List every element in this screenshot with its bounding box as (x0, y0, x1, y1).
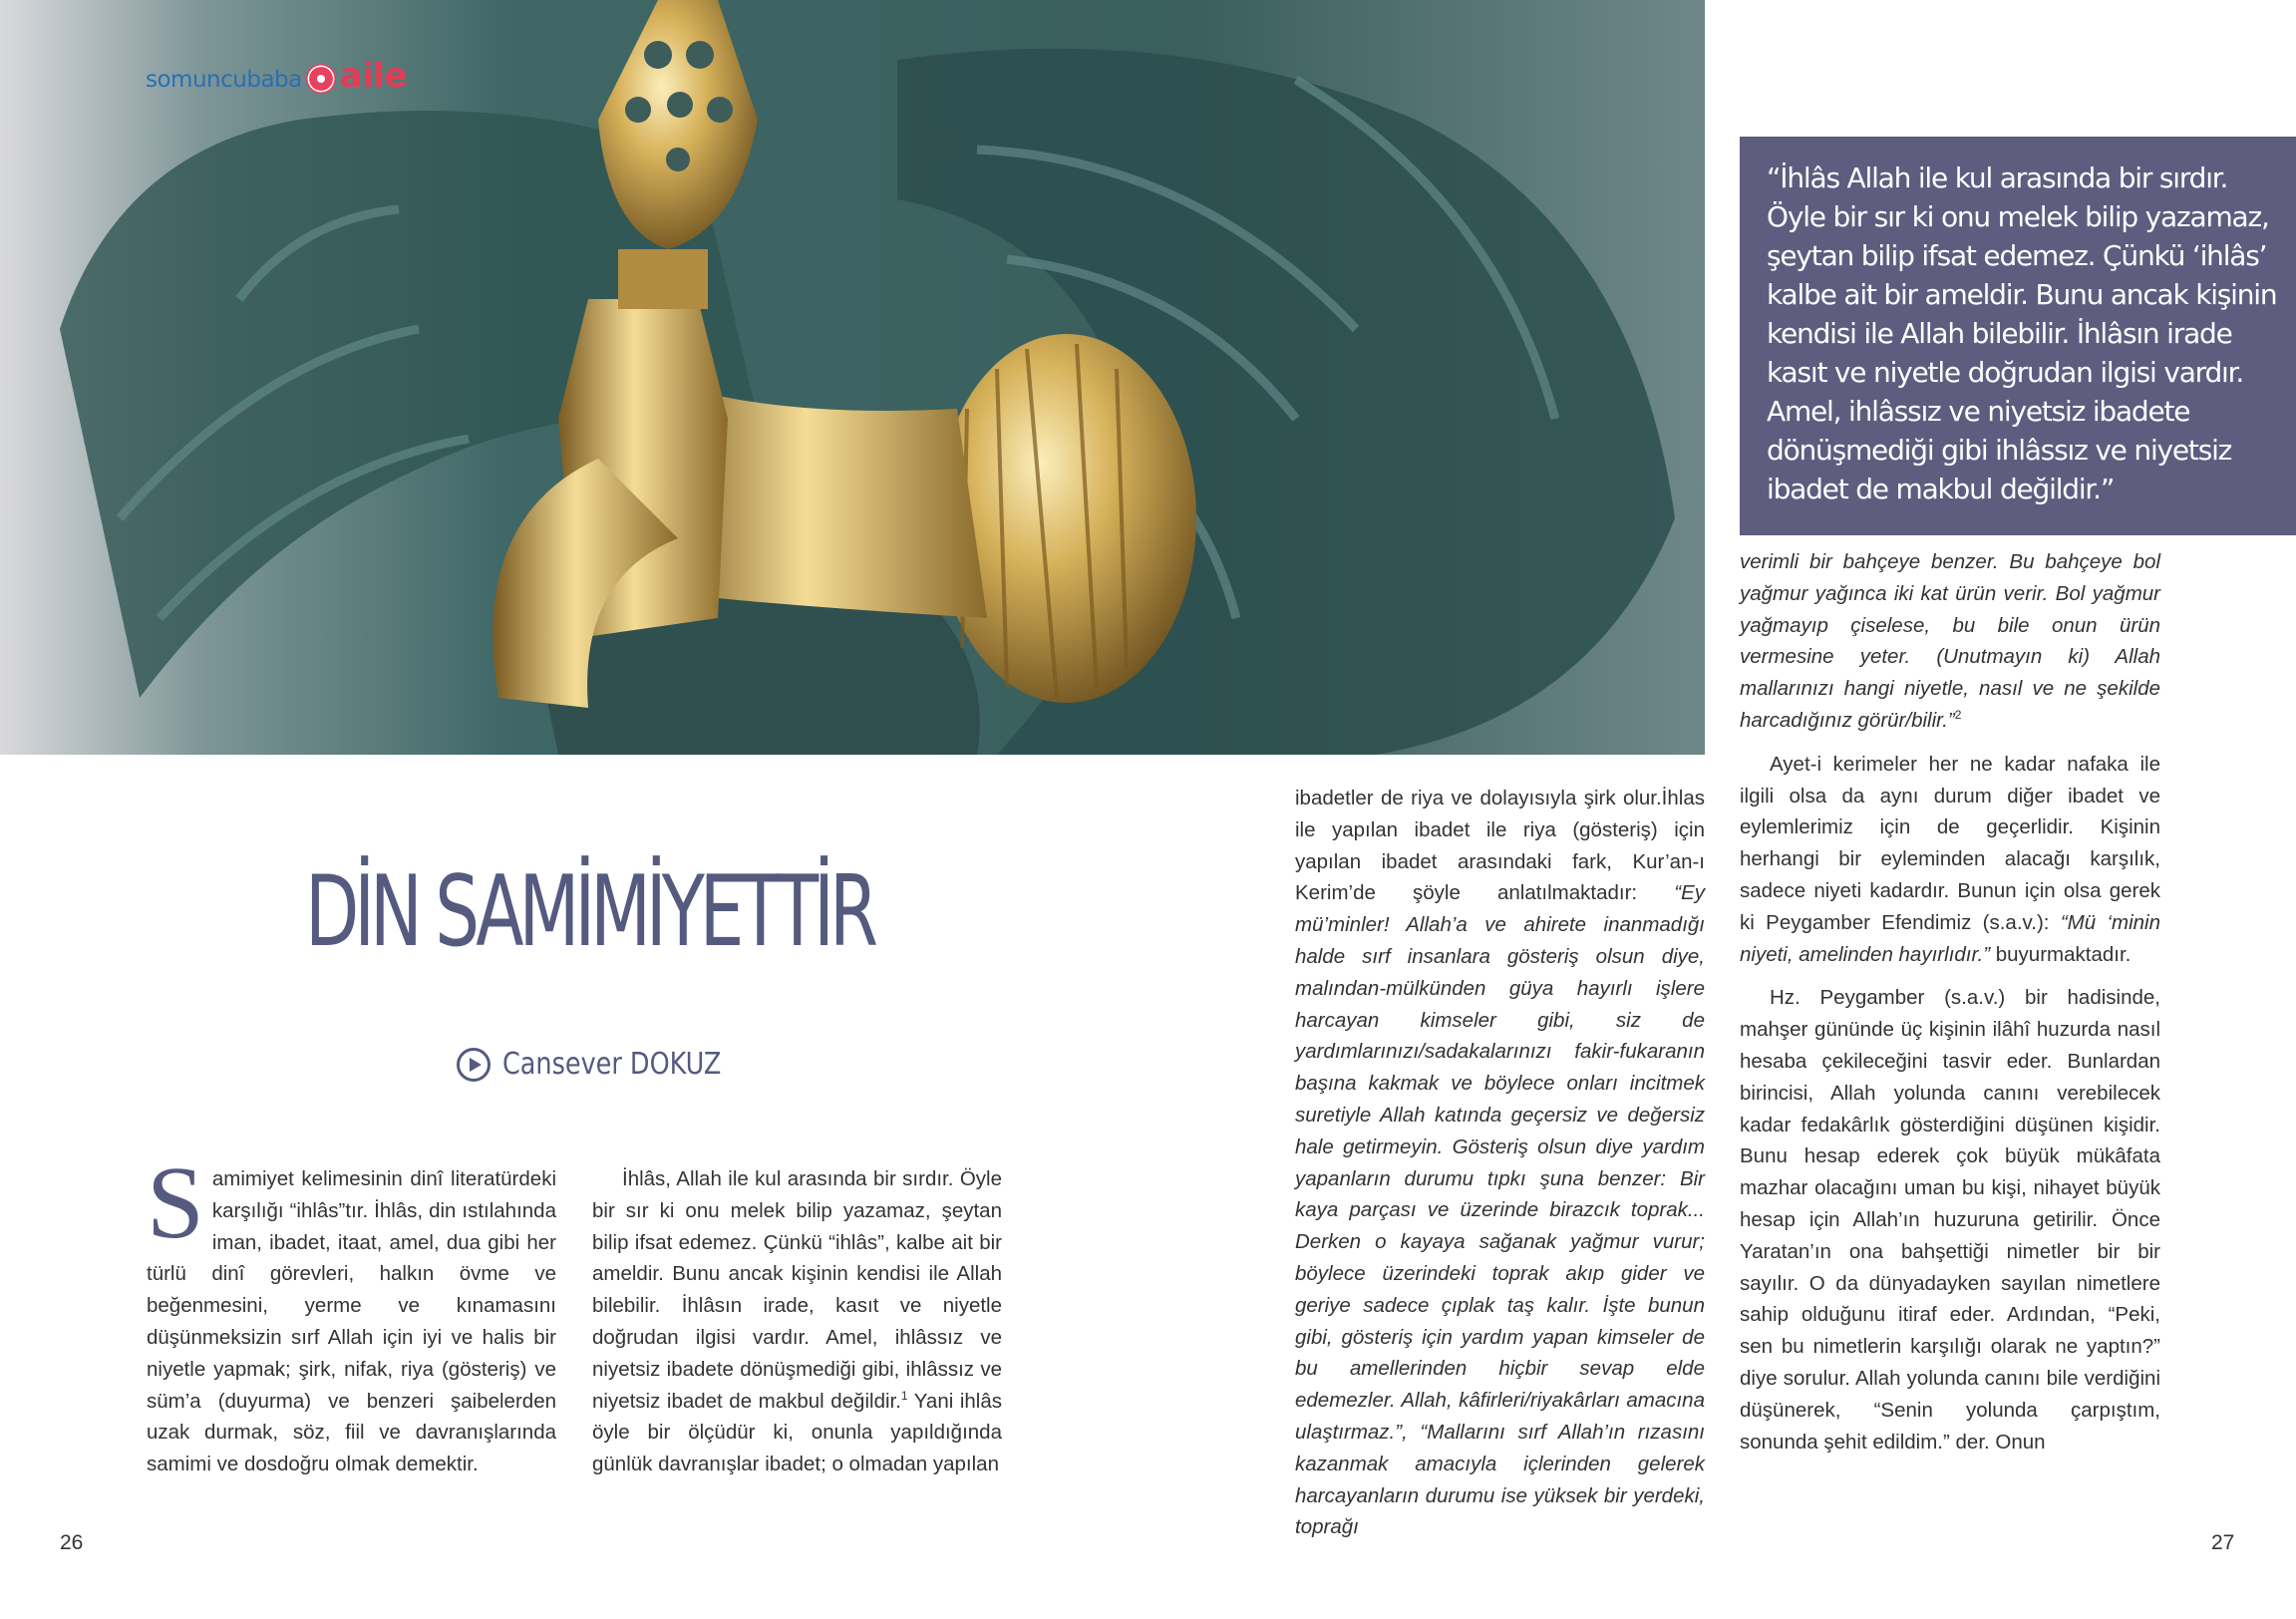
page-number-left: 26 (60, 1531, 84, 1554)
author-line (457, 1047, 760, 1082)
page-number-right: 27 (2211, 1531, 2235, 1554)
text-run: İhlâs, Allah ile kul arasında bir sırdır. Öyle bir sır ki onu melek bilip yazamaz, şeytan bilip ifsat edemez. Çünkü “ihlâs”, kalbe ait bir ameldir. Bunu ancak kişinin kendisi ile Allah bilebilir. İhlâsın irade, kasıt ve niyetle doğrudan ilgisi vardır. Amel, ihlâssız ve niyetsiz ibadete dönüşmediği gibi, ihlâssız ve niyetsiz ibadet de makbul değildir. (592, 1167, 1002, 1413)
fountain-photo (0, 0, 1705, 755)
text-run: ibadetler de riya ve dolayısıyla şirk olur.İhlas ile yapılan ibadet ile riya (gösteriş) için yapılan ibadet arasındaki fark, Kur’an-ı Kerim’de şöyle anlatılmaktadır: (1295, 787, 1705, 905)
text-column-1 (147, 1145, 556, 1480)
text-column-4 (1740, 546, 2160, 1457)
paragraph (1740, 546, 2160, 737)
footnote-ref: 2 (1954, 708, 1962, 723)
text-column-2 (592, 1163, 1002, 1480)
text-run: Ayet-i kerimeler her ne kadar nafaka ile ilgili olsa da aynı durum diğer ibadet ve eylemlerimiz için de geçerlidir. Kişinin herhangi bir eyleminden alacağı karşılık, sadece niyeti kadardır. Bunun için olsa gerek ki Peygamber Efendimiz (s.a.v.): (1740, 752, 2160, 934)
footnote-ref: 1 (900, 1388, 908, 1403)
text-run: Yani ihlâs öyle bir ölçüdür ki, onunla yapıldığında günlük davranışlar ibadet; o olmadan yapılan (592, 1389, 1002, 1476)
brand-part2: baba (246, 67, 302, 93)
text-column-3 (1295, 783, 1705, 1543)
pull-quote-box (1740, 137, 2296, 535)
paragraph (1295, 783, 1705, 1543)
hadith-quote: “Mü ‘minin niyeti, amelinden hayırlıdır.” (1740, 910, 2160, 966)
brand-part1: somuncu (146, 67, 247, 93)
paragraph (592, 1163, 1002, 1480)
article-title: DİN SAMİMİYETTİR (305, 855, 873, 969)
rose-logo-icon (306, 64, 336, 94)
magazine-brand (146, 56, 407, 96)
brand-part3: aile (339, 56, 408, 96)
quran-quote: verimli bir bahçeye benzer. Bu bahçeye bol yağmur yağınca iki kat ürün verir. Bol yağmur yağmayıp çiselese, bu bile onun ürün vermesine yeter. (Unutmayın ki) Allah mallarınızı hangi niyetle, nasıl ve ne şekilde harcadığınız görür/bilir.” (1740, 550, 2160, 732)
play-circle-icon (457, 1048, 491, 1082)
paragraph: amimiyet kelimesinin dinî literatürdeki karşılığı “ihlâs”tır. İhlâs, din ıstılahında iman, ibadet, itaat, amel, dua gibi her türlü dinî görevleri, halkın övme ve beğenmesini, yerme ve kınamasını düşünmeksizin sırf Allah için iyi ve halis bir niyetle yapmak; şirk, nifak, riya (gösteriş) ve süm’a (duyurma) ve benzeri şaibelerden uzak durmak, söz, fiil ve davranışlarında samimi ve dosdoğru olmak demektir. (147, 1167, 556, 1476)
text-run: buyurmaktadır. (1990, 942, 2132, 966)
paragraph: Hz. Peygamber (s.a.v.) bir hadisinde, mahşer gününde üç kişinin ilâhî huzurda nasıl hesaba çekileceğini tasvir eder. Bunlardan birincisi, Allah yolunda canını verebilecek kadar fedakârlık gösterdiğini düşünen kişidir. Bunu hesap ederek çok büyük mükâfata mazhar olacağını uman bu kişi, nihayet büyük hesap için Allah’ın huzuruna getirilir. Önce Yaratan’ın ona bahşettiği nimetler bir bir sayılır. O da dünyadayken sayılan nimetlere sahip olduğunu itiraf eder. Ardından, “Peki, sen bu nimetlerin karşılığı olarak ne yaptın?” diye sorulur. Allah yolunda canını bile verdiğini düşünerek, “Senin yolunda çarpıştım, sonunda şehit edildim.” der. Onun (1740, 986, 2160, 1454)
drop-cap: S (147, 1145, 204, 1260)
pull-quote-text: “İhlâs Allah ile kul arasında bir sırdır. Öyle bir sır ki onu melek bilip yazamaz, şeytan bilip ifsat edemez. Çünkü ‘ihlâs’ kalbe ait bir ameldir. Bunu ancak kişinin kendisi ile Allah bilebilir. İhlâsın irade kasıt ve niyetle doğrudan ilgisi vardır. Amel, ihlâssız ve niyetsiz ibadete dönüşmediği gibi ihlâssız ve niyetsiz ibadet de makbul değildir.” (1767, 162, 2277, 505)
paragraph (1740, 749, 2160, 971)
brass-tap-icon (0, 0, 1705, 755)
author-name: Cansever DOKUZ (502, 1047, 722, 1082)
quran-quote: “Ey mü’minler! Allah’a ve ahirete inanmadığı halde sırf insanlara gösteriş olsun diye, malından-mülkünden güya hayırlı işlere harcayan kimseler gibi, siz de yardımlarınızı/sadakalarınızı fakir-fukaranın başına kakmak ve böylece onları incitmek suretiyle Allah katında geçersiz ve değersiz hale getirmeyin. Gösteriş olsun diye yardım yapanların durumu tıpkı şuna benzer: Bir kaya parçası ve üzerinde birazcık toprak... Derken o kayaya sağanak yağmur vurur; böylece üzerindeki toprak akıp gider ve geriye sadece çıplak taş kalır. İşte bunun gibi, gösteriş için yardım yapan kimseler de bu amellerinden hiçbir sevap elde edemezler. Allah, kâfirleri/riyakârları amacına ulaştırmaz.”, “Mallarını sırf Allah’ın rızasını kazanmak amacıyla içlerinden gelerek harcayanların durumu ise yüksek bir yerdeki, toprağı (1295, 881, 1705, 1539)
